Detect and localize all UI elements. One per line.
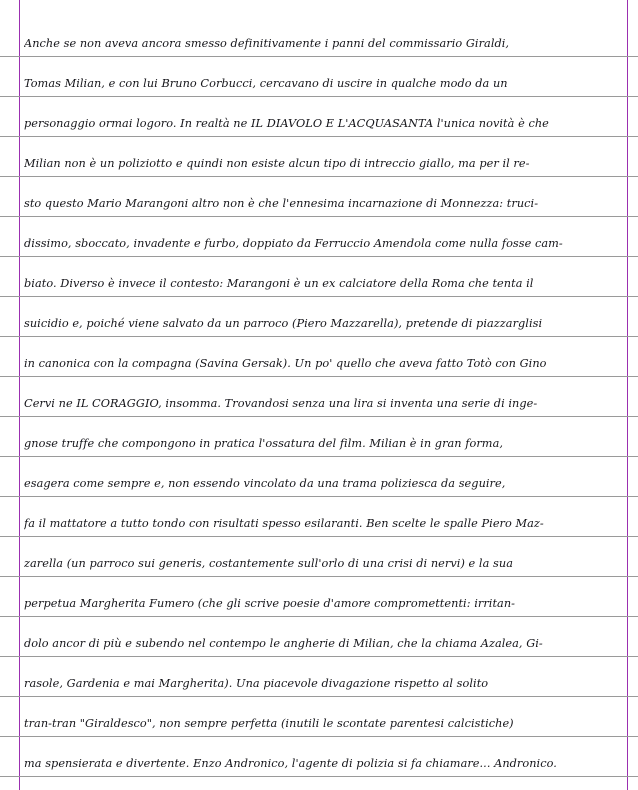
text-line: Tomas Milian, e con lui Bruno Corbucci, cercavano di uscire in qualche modo da un xyxy=(24,77,508,90)
text-line: perpetua Margherita Fumero (che gli scrive poesie d'amore compromettenti: irritan- xyxy=(24,597,516,610)
text-line: esagera come sempre e, non essendo vincolato da una trama poliziesca da seguire, xyxy=(24,477,506,490)
text-line: zarella (un parroco sui generis, costantemente sull'orlo di una crisi di nervi) e la sua xyxy=(24,557,513,570)
text-line: biato. Diverso è invece il contesto: Marangoni è un ex calciatore della Roma che tenta il xyxy=(24,277,534,290)
text-line: rasole, Gardenia e mai Margherita). Una piacevole divagazione rispetto al solito xyxy=(24,677,489,690)
text-line: ma spensierata e divertente. Enzo Andronico, l'agente di polizia si fa chiamare... Andronico. xyxy=(24,757,557,770)
left-margin-line xyxy=(19,0,20,790)
text-line: personaggio ormai logoro. In realtà ne IL DIAVOLO E L'ACQUASANTA l'unica novità è che xyxy=(24,117,549,130)
text-line: suicidio e, poiché viene salvato da un parroco (Piero Mazzarella), pretende di piazzarglisi xyxy=(24,317,543,330)
text-line: gnose truffe che compongono in pratica l'ossatura del film. Milian è in gran forma, xyxy=(24,437,503,450)
text-line: fa il mattatore a tutto tondo con risultati spesso esilaranti. Ben scelte le spalle Piero Maz- xyxy=(24,517,544,530)
text-line: sto questo Mario Marangoni altro non è che l'ennesima incarnazione di Monnezza: truci- xyxy=(24,197,539,210)
text-line: Milian non è un poliziotto e quindi non esiste alcun tipo di intreccio giallo, ma per il re- xyxy=(24,157,530,170)
text-line: Cervi ne IL CORAGGIO, insomma. Trovandosi senza una lira si inventa una serie di inge- xyxy=(24,397,538,410)
text-line: dolo ancor di più e subendo nel contempo le angherie di Milian, che la chiama Azalea, Gi- xyxy=(24,637,543,650)
text-line: in canonica con la compagna (Savina Gersak). Un po' quello che aveva fatto Totò con Gino xyxy=(24,357,547,370)
text-line: tran-tran "Giraldesco", non sempre perfetta (inutili le scontate parentesi calcistiche) xyxy=(24,717,514,730)
text-line: Anche se non aveva ancora smesso definitivamente i panni del commissario Giraldi, xyxy=(24,37,510,50)
text-line: dissimo, sboccato, invadente e furbo, doppiato da Ferruccio Amendola come nulla fosse cam- xyxy=(24,237,563,250)
